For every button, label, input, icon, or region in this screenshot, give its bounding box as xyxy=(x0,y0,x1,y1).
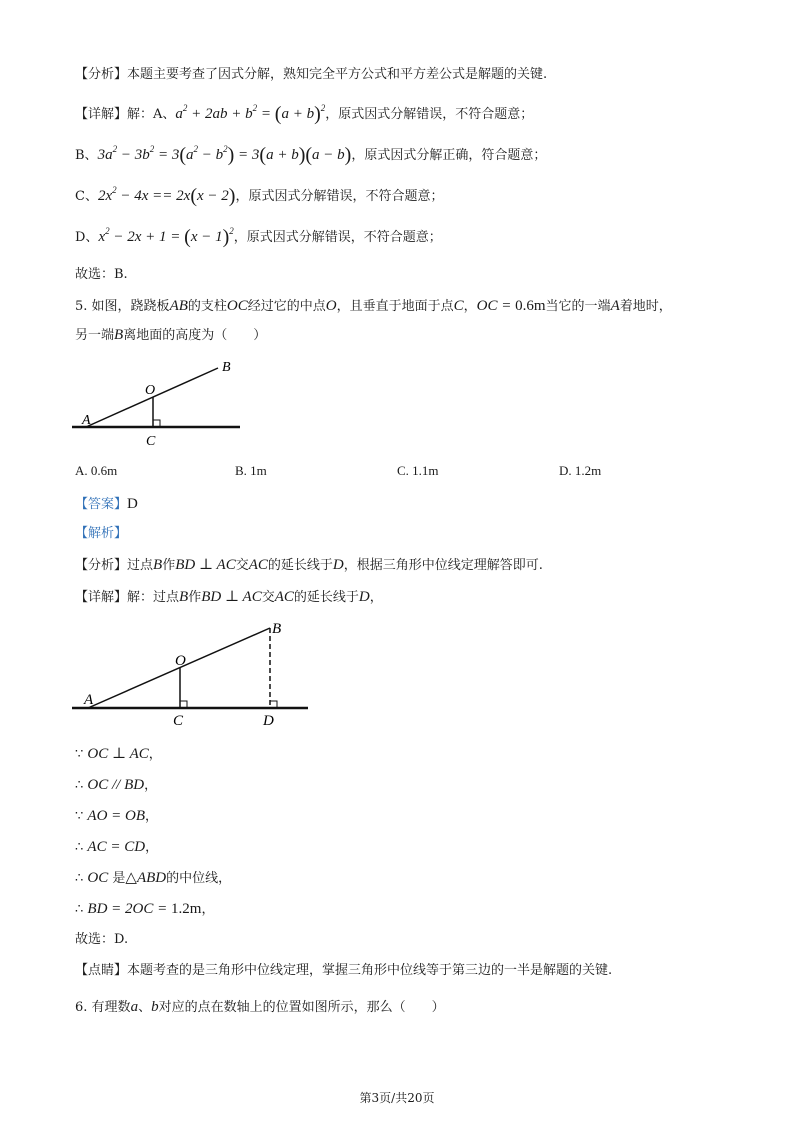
detail-line-a: 【详解】解：A、$a^2 + 2ab + b^2 = (a + b)^2$，原式因式分解错误，不符合题意； xyxy=(75,103,534,125)
option-c[interactable]: C. 1.1m xyxy=(397,463,439,478)
detail-line-d: D、$x^2 - 2x + 1 = (x - 1)^2$，原式因式分解错误，不符合题意； xyxy=(75,226,442,248)
label-d: D xyxy=(263,713,274,729)
detail-line-b: B、$3a^2 - 3b^2 = 3(a^2 - b^2) = 3(a + b)(a - b)$，原式因式分解正确，符合题意； xyxy=(75,144,547,166)
comment-text: 本题考查的是三角形中位线定理，掌握三角形中位线等于第三边的一半是解题的关键. xyxy=(127,963,613,978)
formula-b: $3a^2 - 3b^2 = 3(a^2 - b^2) = 3(a + b)(a - b)$ xyxy=(97,144,352,166)
comment-label: 【点睛】 xyxy=(75,963,128,978)
proof-step-3: ∵ AO = OB， xyxy=(75,808,159,824)
label-a: A xyxy=(82,413,91,428)
answer-line xyxy=(75,494,138,515)
label-o: O xyxy=(175,653,186,669)
label-b: B xyxy=(222,360,231,375)
analysis-text: 本题主要考查了因式分解，熟知完全平方公式和平方差公式是解题的关键. xyxy=(127,67,548,82)
proof-step-5: ∴ OC 是△ABD的中位线， xyxy=(75,870,232,886)
proof-step-2: ∴ OC // BD， xyxy=(75,777,158,793)
label-a: A xyxy=(84,692,94,708)
formula-c: $2x^2 - 4x == 2x(x - 2)$ xyxy=(97,185,236,207)
formula-a: $a^2 + 2ab + b^2 = (a + b)^2$ xyxy=(175,103,326,125)
page-footer: 第3页/共20页 xyxy=(359,1091,435,1105)
comment-line xyxy=(75,961,612,981)
detail-5-line: 【详解】解：过点B作BD ⊥ AC交AC的延长线于D， xyxy=(75,589,383,605)
label-o: O xyxy=(145,383,156,398)
analysis-5-line: 【分析】过点B作BD ⊥ AC交AC的延长线于D，根据三角形中位线定理解答即可. xyxy=(75,557,543,573)
proof-step-1: ∵ OC ⊥ AC， xyxy=(75,746,162,762)
proof-step-4: ∴ AC = CD， xyxy=(75,839,159,855)
label-c: C xyxy=(146,434,156,449)
choose-line-4: 故选：B. xyxy=(75,267,128,282)
answer-label: 【答案】 xyxy=(75,497,128,512)
question-6-line: 6. 有理数a、b对应的点在数轴上的位置如图所示，那么（ ） xyxy=(75,999,445,1015)
label-c: C xyxy=(173,713,184,729)
detail-line-c: C、$2x^2 - 4x == 2x(x - 2)$，原式因式分解错误，不符合题意； xyxy=(75,185,444,207)
question-5-line-1: 5. 如图，跷跷板AB的支柱OC经过它的中点O，且垂直于地面于点C，OC = 0.6m当它的一端A着地时， xyxy=(75,298,672,314)
proof-step-6: ∴ BD = 2OC = 1.2m， xyxy=(75,901,215,917)
analysis-line xyxy=(75,65,547,85)
choose-line-5: 故选：D. xyxy=(75,932,129,947)
analysis-label: 【分析】 xyxy=(75,67,128,82)
seesaw-figure xyxy=(60,355,260,455)
jiexi-label: 【解析】 xyxy=(75,526,128,541)
option-a[interactable]: A. 0.6m xyxy=(75,463,118,478)
label-b: B xyxy=(272,621,282,637)
option-b[interactable]: B. 1m xyxy=(235,463,267,478)
option-d[interactable]: D. 1.2m xyxy=(559,463,602,478)
detail-label: 【详解】 xyxy=(75,107,128,122)
answer-value: D xyxy=(127,496,138,512)
formula-d: $x^2 - 2x + 1 = (x - 1)^2$ xyxy=(98,226,234,248)
solution-figure xyxy=(60,615,330,730)
question-5-line-2: 另一端B离地面的高度为（ ） xyxy=(75,327,267,343)
